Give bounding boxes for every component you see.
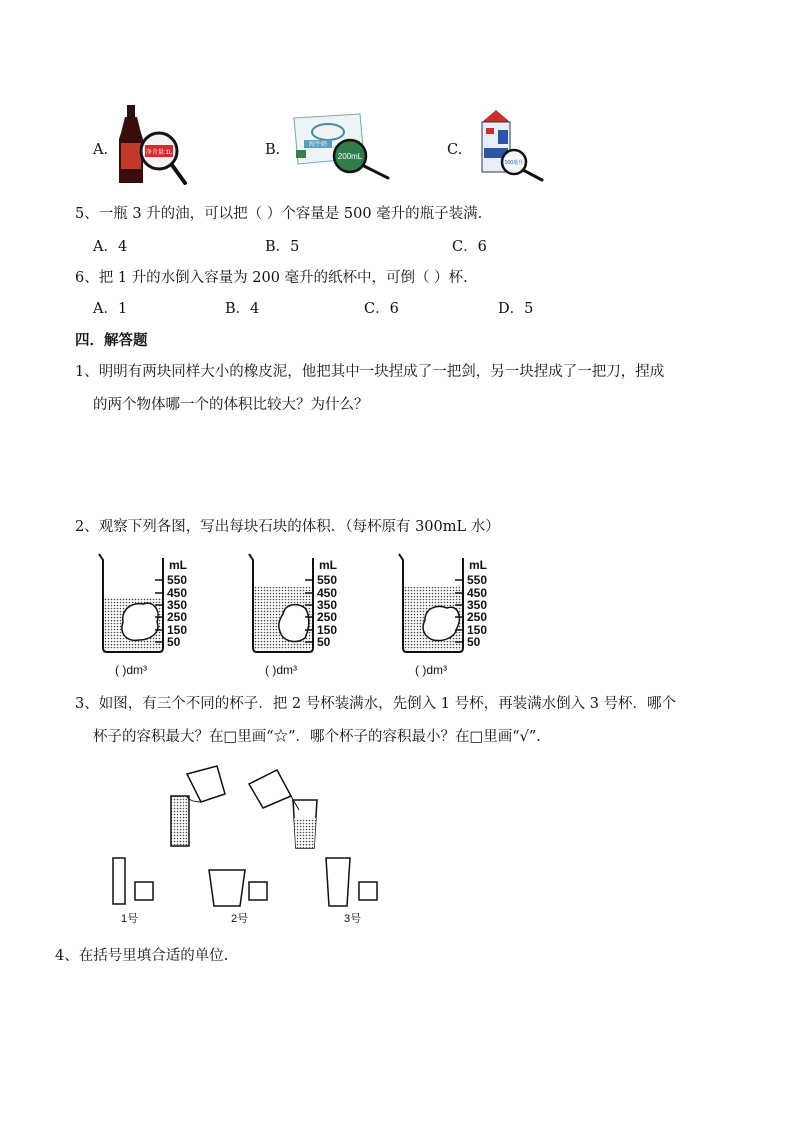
scale-tick-label: 550 — [317, 573, 338, 587]
tilted-cup-right — [249, 770, 291, 808]
question-5-option-c: C．6 — [452, 239, 487, 255]
question-6-stem: 6、把 1 升的水倒入容量为 200 毫升的纸杯中，可倒（ ）杯. — [75, 270, 468, 286]
scale-tick-label: 550 — [467, 573, 488, 587]
scale-tick-label: 250 — [167, 610, 188, 624]
scale-tick-label: 150 — [317, 623, 338, 637]
cups-illustration — [95, 762, 385, 932]
problem-1-line-1: 1、明明有两块同样大小的橡皮泥，他把其中一块捏成了一把剑，另一块捏成了一把刀，捏成 — [75, 364, 665, 380]
scale-tick-label: 150 — [467, 623, 488, 637]
bottle-label-text: 净含量:1L — [145, 150, 173, 156]
milk-bag-text: 纯牛奶 — [308, 142, 328, 148]
cup-3 — [326, 858, 350, 906]
question-5-option-a: A．4 — [93, 239, 128, 255]
cup-2-label: 2号 — [231, 913, 249, 925]
beaker-unit-label: mL — [319, 558, 337, 572]
cup-1 — [113, 858, 125, 904]
beaker-answer-label: ( )dm³ — [265, 663, 297, 677]
option-a-label: A. — [93, 142, 109, 158]
cup-2 — [209, 870, 245, 906]
problem-2-stem: 2、观察下列各图，写出每块石块的体积．（每杯原有 300mL 水） — [75, 519, 500, 535]
option-c-label: C. — [447, 142, 463, 158]
scale-tick-label: 350 — [467, 598, 488, 612]
beaker-1 — [95, 550, 200, 680]
cup-1-answer-box — [135, 882, 153, 900]
milk-carton-with-magnifier-image — [470, 108, 546, 184]
scale-tick-label: 250 — [317, 610, 338, 624]
tilted-cup-left — [187, 766, 225, 802]
scale-tick-label: 250 — [467, 610, 488, 624]
beaker-3 — [395, 550, 500, 680]
magnifier-volume-text: 200mL — [337, 152, 363, 161]
scale-tick-label: 350 — [167, 598, 188, 612]
cup-3-label: 3号 — [344, 913, 362, 925]
section-heading: 四．解答题 — [75, 332, 148, 349]
beaker-answer-label: ( )dm³ — [115, 663, 147, 677]
question-5-option-b: B．5 — [265, 239, 300, 255]
carton-volume-text: 500毫升 — [504, 160, 524, 166]
scale-tick-label: 350 — [317, 598, 338, 612]
cup-2-answer-box — [249, 882, 267, 900]
scale-tick-label: 550 — [167, 573, 188, 587]
cup-1-label: 1号 — [121, 913, 139, 925]
beaker-unit-label: mL — [469, 558, 487, 572]
scale-tick-label: 450 — [167, 586, 188, 600]
question-6-option-c: C．6 — [364, 301, 399, 317]
scale-tick-label: 50 — [317, 635, 331, 649]
problem-4-stem: 4、在括号里填合适的单位. — [55, 948, 229, 964]
scale-tick-label: 150 — [167, 623, 188, 637]
tall-cup-filled — [171, 796, 189, 846]
beaker-answer-label: ( )dm³ — [415, 663, 447, 677]
question-6-option-d: D．5 — [498, 301, 534, 317]
oil-bottle-with-magnifier-image — [115, 103, 191, 187]
problem-3-line-2: 杯子的容积最大？在□里画“☆”．哪个杯子的容积最小？在□里画“√”． — [93, 729, 551, 745]
question-6-option-a: A．1 — [93, 301, 128, 317]
scale-tick-label: 50 — [467, 635, 481, 649]
scale-tick-label: 50 — [167, 635, 181, 649]
milk-bag-with-magnifier-image — [290, 112, 392, 184]
beaker-2 — [245, 550, 350, 680]
cup-3-answer-box — [359, 882, 377, 900]
problem-1-line-2: 的两个物体哪一个的体积比较大？为什么？ — [93, 397, 369, 413]
beaker-unit-label: mL — [169, 558, 187, 572]
scale-tick-label: 450 — [317, 586, 338, 600]
question-6-option-b: B．4 — [225, 301, 260, 317]
option-b-label: B. — [265, 142, 281, 158]
question-5-stem: 5、一瓶 3 升的油，可以把（ ）个容量是 500 毫升的瓶子装满. — [75, 206, 483, 222]
scale-tick-label: 450 — [467, 586, 488, 600]
problem-3-line-1: 3、如图，有三个不同的杯子．把 2 号杯装满水，先倒入 1 号杯，再装满水倒入 3 号杯．哪个 — [75, 696, 677, 712]
